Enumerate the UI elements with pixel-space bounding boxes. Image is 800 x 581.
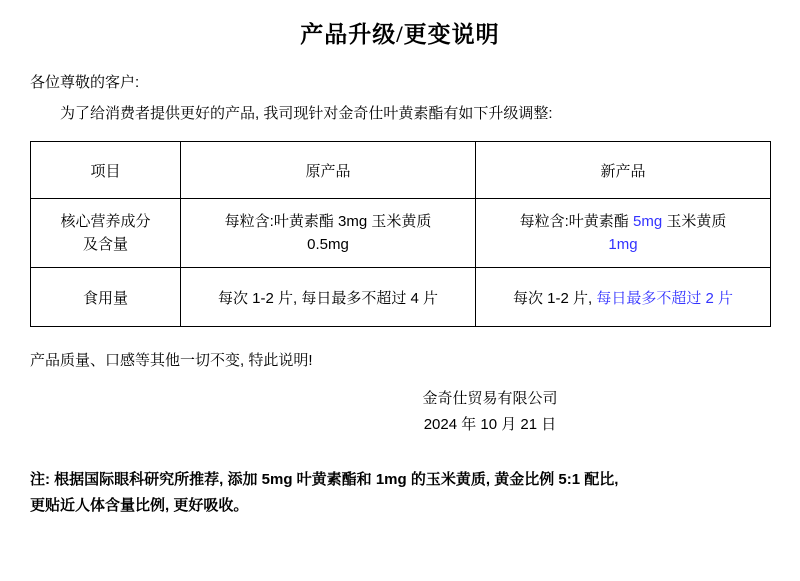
footnote <box>30 467 770 518</box>
intro-paragraph: 为了给消费者提供更好的产品, 我司现针对金奇仕叶黄素酯有如下升级调整: <box>60 105 553 122</box>
old-nutrition-line2: 0.5mg <box>307 236 349 253</box>
salutation-text: 各位尊敬的客户: <box>30 74 140 91</box>
table-row <box>31 268 771 327</box>
new-nutrition-highlight-lutein: 5mg <box>632 212 663 230</box>
document-page <box>0 16 800 581</box>
column-header-item: 项目 <box>31 142 181 199</box>
old-nutrition-line1: 每粒含:叶黄素酯 3mg 玉米黄质 <box>224 212 432 230</box>
document-date: 2024 年 10 月 21 日 <box>423 415 557 433</box>
new-dosage-highlight: 每日最多不超过 2 片 <box>596 289 734 307</box>
page-title: 产品升级/更变说明 <box>300 22 500 47</box>
cell-old-nutrition <box>181 199 476 268</box>
nutrition-label-line2: 及含量 <box>82 236 128 253</box>
table-row <box>31 199 771 268</box>
column-header-new-product: 新产品 <box>476 142 771 199</box>
new-nutrition-middle: 玉米黄质 <box>666 212 727 230</box>
company-name: 金奇仕贸易有限公司 <box>422 390 558 407</box>
footnote-line-2: 更贴近人体含量比例, 更好吸收。 <box>30 496 249 514</box>
table-header-row <box>31 142 771 199</box>
cell-item-dosage: 食用量 <box>31 268 181 327</box>
cell-item-nutrition <box>31 199 181 268</box>
new-nutrition-prefix: 每粒含:叶黄素酯 <box>519 212 629 230</box>
new-nutrition-highlight-zeaxanthin: 1mg <box>608 236 638 253</box>
closing-note: 产品质量、口感等其他一切不变, 特此说明! <box>30 352 313 369</box>
nutrition-label-line1: 核心营养成分 <box>60 212 151 230</box>
upgrade-comparison-table <box>30 141 771 327</box>
signature-block <box>0 386 800 437</box>
column-header-old-product: 原产品 <box>181 142 476 199</box>
cell-new-dosage <box>476 268 771 327</box>
cell-new-nutrition <box>476 199 771 268</box>
footnote-line-1: 注: 根据国际眼科研究所推荐, 添加 5mg 叶黄素酯和 1mg 的玉米黄质, 黄金比例 5:1 配比, <box>30 471 619 488</box>
cell-old-dosage: 每次 1-2 片, 每日最多不超过 4 片 <box>181 268 476 327</box>
new-dosage-prefix: 每次 1-2 片, <box>512 289 593 307</box>
